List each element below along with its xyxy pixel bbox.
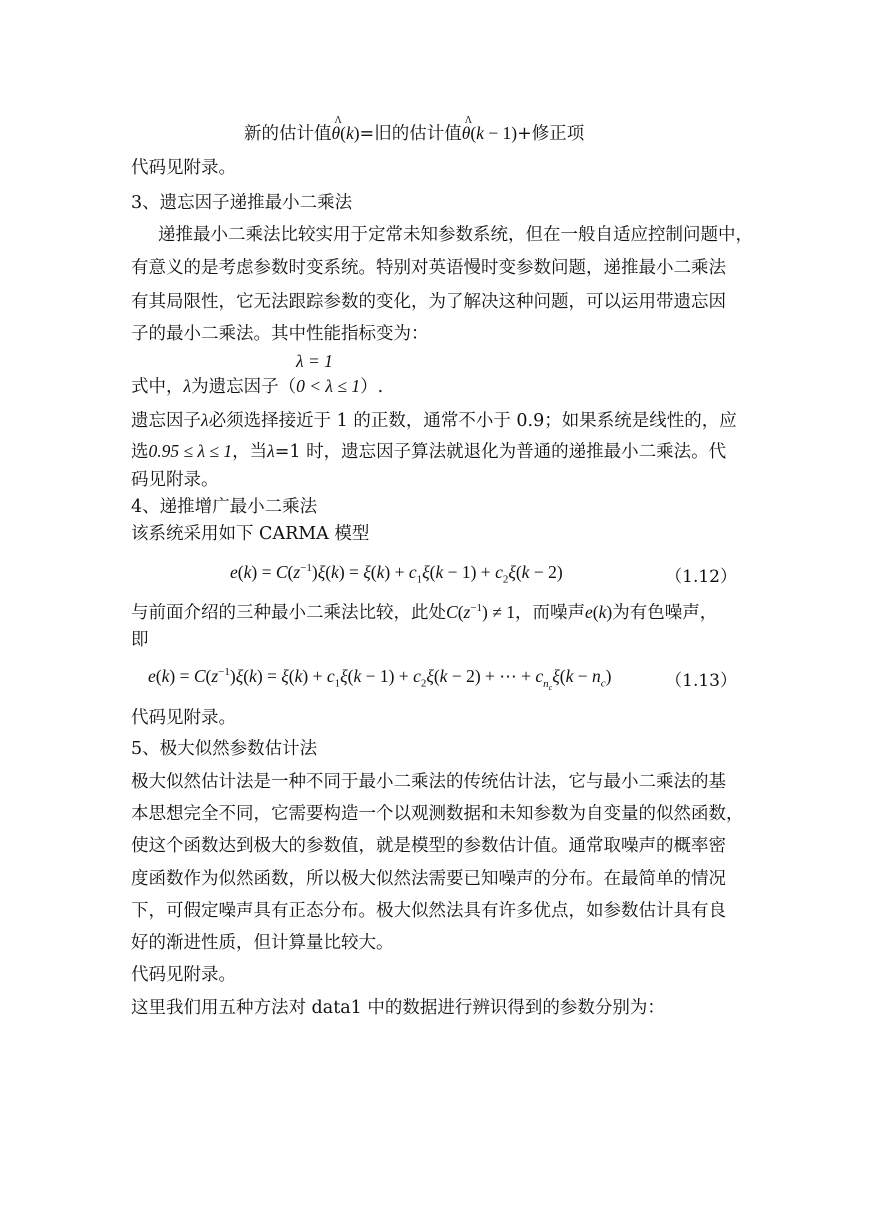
section-heading-3: 3、遗忘因子递推最小二乘法 — [131, 193, 353, 213]
paragraph-line: 有意义的是考虑参数时变系统。特别对英语慢时变参数问题，递推最小二乘法 — [131, 258, 726, 278]
section-heading-4: 4、递推增广最小二乘法 — [131, 497, 318, 517]
equation-1-13: $e(k) = C(z^{-1})\xi(k) = \xi(k) + c_1\xi(k - 1) + c_2\xi(k - 2)$ + ⋯ + $c_{n_c}\xi(k - n_c)$ — [148, 666, 612, 692]
paragraph-line: 码见附录。 — [131, 470, 219, 490]
paragraph-line: 度函数作为似然函数，所以极大似然法需要已知噪声的分布。在最简单的情况 — [131, 869, 726, 889]
text-fragment: ，而噪声 — [514, 603, 585, 623]
theta-hat-k-1: θ Λ (k − 1) — [461, 115, 518, 143]
text-fragment: 选 — [131, 442, 149, 462]
text-fragment: 为遗忘因子（ — [191, 377, 297, 397]
equation-number: （1.12） — [665, 567, 737, 587]
section-heading-5: 5、极大似然参数估计法 — [131, 739, 318, 759]
paragraph-line: 递推最小二乘法比较实用于定常未知参数系统，但在一般自适应控制问题中， — [158, 225, 753, 245]
text-fragment: 与前面介绍的三种最小二乘法比较，此处 — [131, 603, 446, 623]
paragraph-line: 该系统采用如下 CARMA 模型 — [131, 524, 370, 544]
theta-hat-k: θ Λ (k) — [331, 115, 360, 143]
code-see-appendix: 代码见附录。 — [131, 708, 236, 728]
code-see-appendix: 代码见附录。 — [131, 965, 236, 985]
equation-number: （1.13） — [665, 671, 737, 691]
equation-1-12: $e(k) = C(z^{-1})\xi(k) = \xi(k) + c_1\xi(k - 1) + c_2\xi(k - 2)$ — [230, 562, 563, 586]
e-k: e(k) — [584, 602, 613, 622]
paragraph-line: 有其局限性，它无法跟踪参数的变化，为了解决这种问题，可以运用带遗忘因 — [131, 292, 726, 312]
paragraph-line — [131, 597, 717, 628]
paragraph-line: 即 — [131, 630, 149, 650]
paragraph-line: 极大似然估计法是一种不同于最小二乘法的传统估计法，它与最小二乘法的基 — [131, 772, 726, 792]
text-fragment: 为有色噪声， — [612, 603, 718, 623]
paragraph-line — [131, 405, 737, 436]
c-inequality: $C(z^{-1}) \ne 1$ — [446, 602, 515, 622]
text-fragment: 遗忘因子 — [131, 411, 201, 431]
lambda-symbol: λ — [201, 410, 209, 430]
text-fragment: 必须选择接近于 1 的正数，通常不小于 0.9；如果系统是线性的，应 — [208, 411, 737, 431]
lambda-equation: λ = 1 — [296, 351, 333, 371]
text-fragment: ）. — [360, 377, 384, 397]
update-equation — [244, 115, 585, 149]
lambda-range: 0.95 ≤ λ ≤ 1 — [148, 441, 233, 461]
text-fragment: ，当 — [232, 442, 268, 462]
text-fragment: =1 时，遗忘因子算法就退化为普通的递推最小二乘法。代 — [274, 442, 727, 462]
paragraph-line: 子的最小二乘法。其中性能指标变为： — [131, 324, 429, 344]
text-fragment: 式中， — [131, 377, 184, 397]
lambda-symbol: λ — [183, 376, 192, 396]
paragraph-line — [131, 436, 726, 467]
equation-text-new-estimate: 新的估计值 — [244, 124, 332, 144]
lambda-symbol: λ — [267, 441, 275, 461]
lambda-range: 0 < λ ≤ 1 — [296, 376, 361, 396]
lambda-definition — [131, 371, 383, 402]
paragraph-line: 好的渐进性质，但计算量比较大。 — [131, 933, 394, 953]
paragraph-line: 使这个函数达到极大的参数值，就是模型的参数估计值。通常取噪声的概率密 — [131, 836, 726, 856]
paragraph-line: 本思想完全不同，它需要构造一个以观测数据和未知参数为自变量的似然函数， — [131, 804, 744, 824]
paragraph-line: 下，可假定噪声具有正态分布。极大似然法具有许多优点，如参数估计具有良 — [131, 901, 726, 921]
code-see-appendix: 代码见附录。 — [131, 158, 236, 178]
equation-text-correction: +修正项 — [517, 124, 585, 144]
equation-text-old-estimate: =旧的估计值 — [359, 124, 462, 144]
paragraph-line: 这里我们用五种方法对 data1 中的数据进行辨识得到的参数分别为： — [131, 998, 665, 1018]
